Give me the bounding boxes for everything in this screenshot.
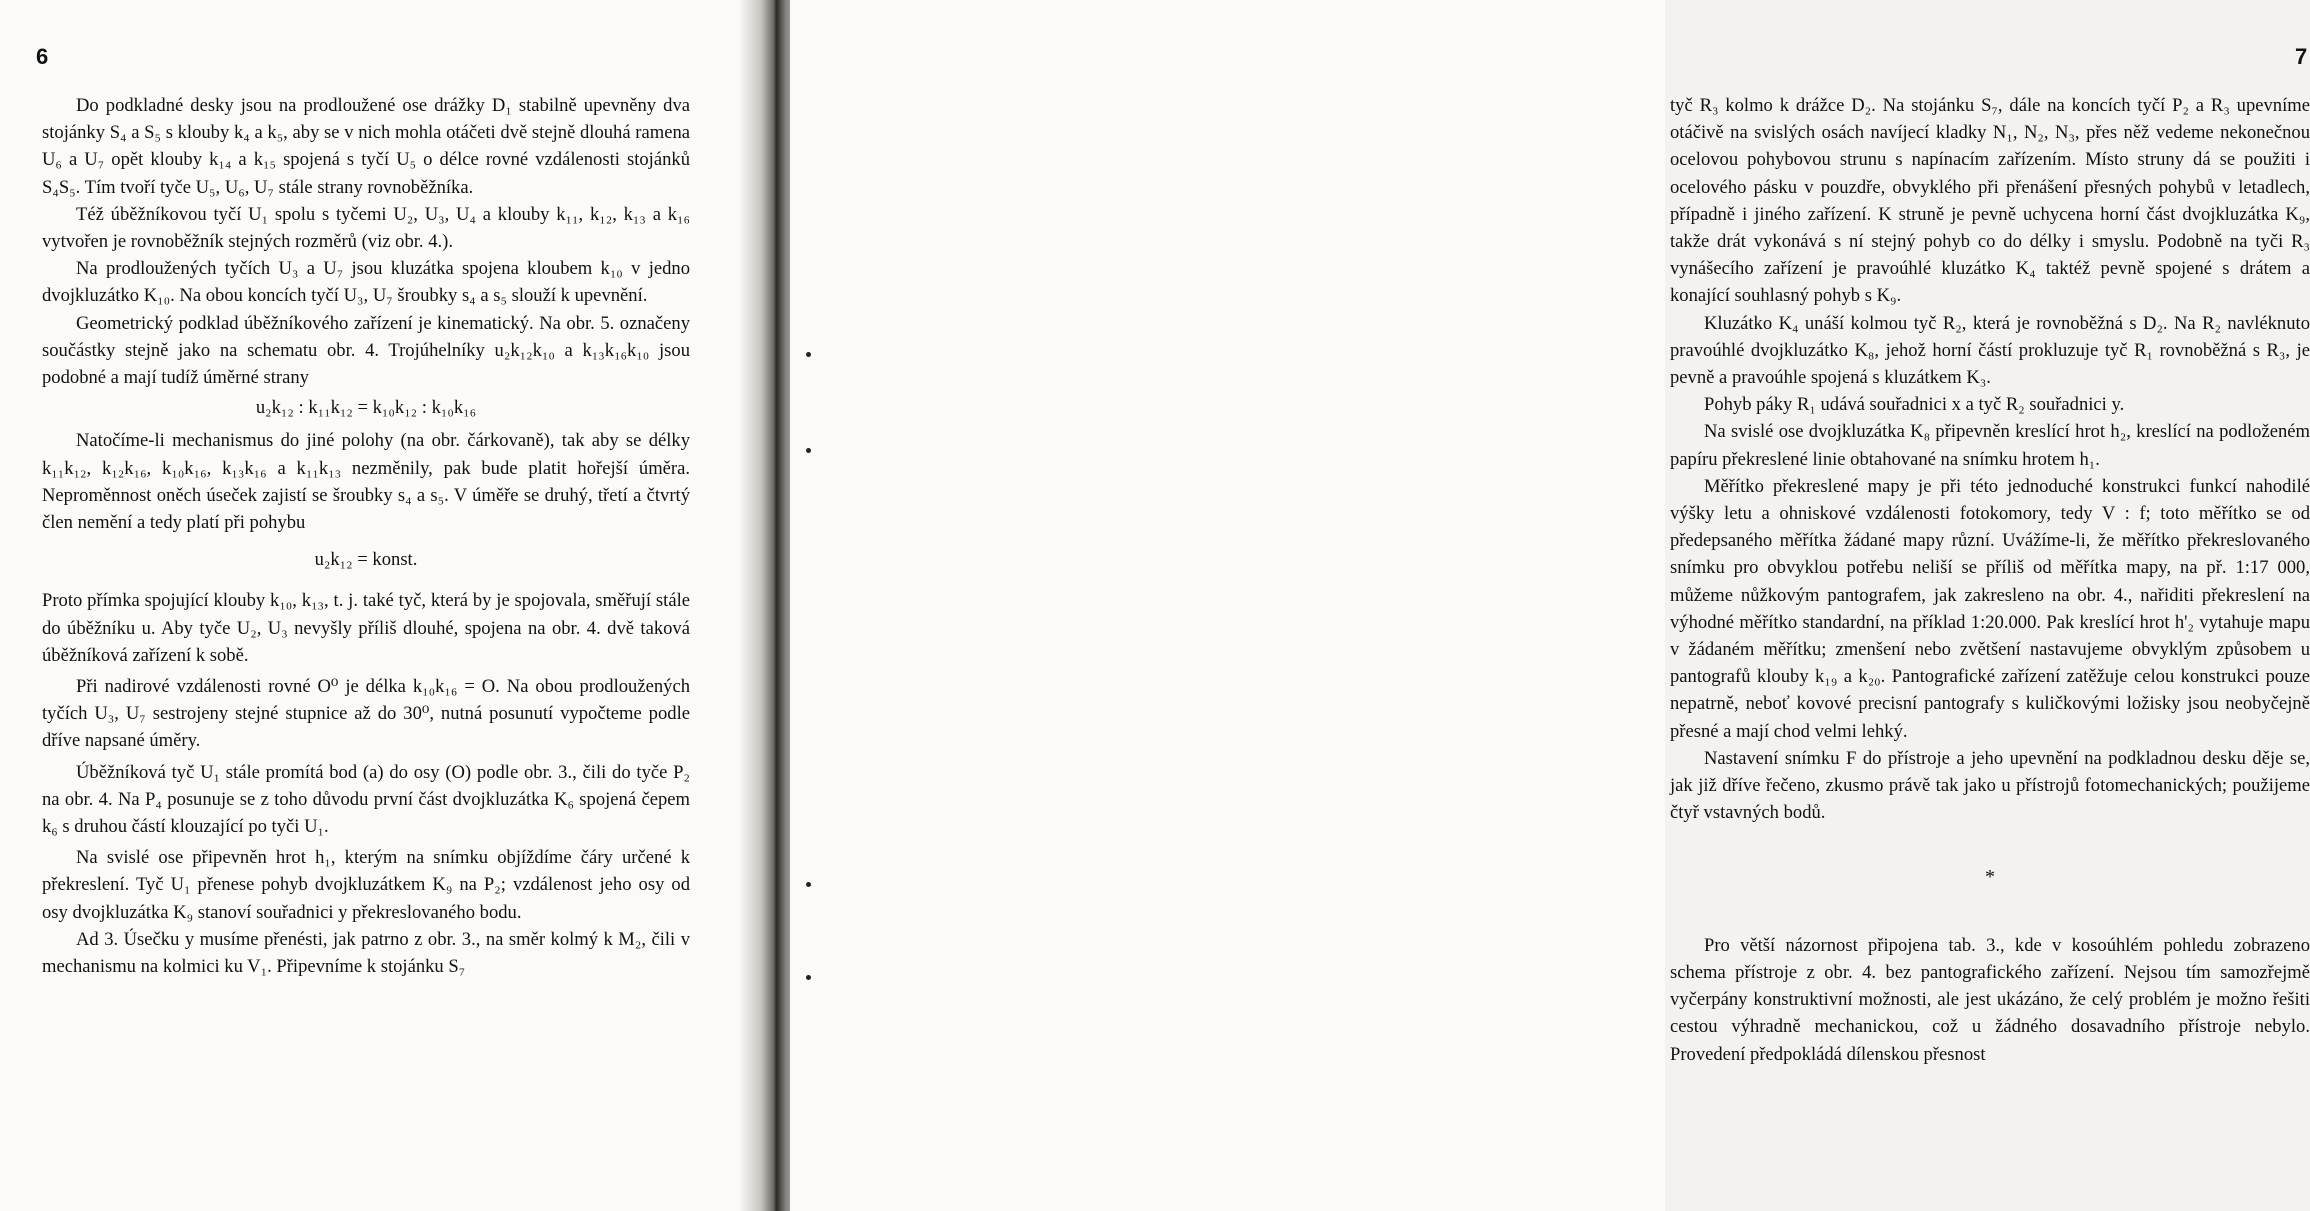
left-text-column	[42, 92, 690, 980]
paragraph: Kluzátko K₄ unáší kolmou tyč R₂, která je rovnoběžná s D₂. Na R₂ navléknuto pravoúhlé dvojkluzátko K₈, jehož horní částí prokluzuje tyč R₁ rovnoběžná s R₃, je pevně a pravoúhle spojená s kluzátkem K₃.	[1670, 312, 2310, 389]
section-separator: *	[1985, 866, 1995, 889]
paragraph: Úběžníková tyč U₁ stále promítá bod (a) do osy (O) podle obr. 3., čili do tyče P₂ na obr. 4. Na P₄ posunuje se z toho důvodu první část dvojkluzátka K₆ spojená čepem k₆ s druhou částí klouzající po tyči U₁.	[42, 761, 690, 838]
binding-hole-mark	[806, 882, 811, 887]
formula-constant: u₂k₁₂ = konst.	[314, 549, 418, 571]
binding-hole-mark	[806, 448, 811, 453]
paragraph: tyč R₃ kolmo k drážce D₂. Na stojánku S₇, dále na koncích tyčí P₂ a R₃ upevníme otáčivě na svislých osách navíjecí kladky N₁, N₂, N₃, přes něž vedeme nekonečnou ocelovou pohybovou strunu s napínacím zařízením. Místo struny dá se použiti i ocelového pásku v pouzdře, obvyklého při přenášení přesných pohybů v letadlech, případně i jiného zařízení. K struně je pevně uchycena horní část dvojkluzátka K₉, takže drát vykonává s ní stejný pohyb co do délky i smyslu. Podobně na tyči R₃ vynášecího zařízení je pravoúhlé kluzátko K₄ taktéž pevně spojené s drátem a konající souhlasný pohyb s K₉.	[1670, 95, 2310, 307]
right-text-column	[1670, 92, 2310, 1068]
paragraph: Na svislé ose dvojkluzátka K₈ připevněn kreslící hrot h₂, kreslící na podloženém papíru překreslené linie obtahované na snímku hrotem h₁.	[1670, 421, 2310, 470]
paragraph: Natočíme-li mechanismus do jiné polohy (na obr. čárkovaně), tak aby se délky k₁₁k₁₂, k₁₂k₁₆, k₁₀k₁₆, k₁₃k₁₆ a k₁₁k₁₃ nezměnily, pak bude platit hořejší úměra. Neproměnnost oněch úseček zajistí se šroubky s₄ a s₅. V úměře se druhý, třetí a čtvrtý člen nemění a tedy platí při pohybu	[42, 430, 690, 534]
paragraph: Též úběžníkovou tyčí U₁ spolu s tyčemi U₂, U₃, U₄ a klouby k₁₁, k₁₂, k₁₃ a k₁₆ vytvořen je rovnoběžník stejných rozměrů (viz obr. 4.).	[42, 203, 690, 253]
formula-proportion: u₂k₁₂ : k₁₁k₁₂ = k₁₀k₁₂ : k₁₀k₁₆	[255, 397, 477, 419]
page-number: 7	[2295, 44, 2308, 69]
binding-hole-mark	[806, 975, 811, 980]
paragraph: Na prodloužených tyčích U₃ a U₇ jsou kluzátka spojena kloubem k₁₀ v jedno dvojkluzátko K₁₀. Na obou koncích tyčí U₃, U₇ šroubky s₄ a s₅ slouží k upevnění.	[42, 258, 690, 307]
paragraph: Na svislé ose připevněn hrot h₁, kterým na snímku objíždíme čáry určené k překreslení. Tyč U₁ přenese pohyb dvojkluzátkem K₉ na P₂; vzdálenost jeho osy od osy dvojkluzátka K₉ stanoví souřadnici y překreslovaného bodu.	[42, 847, 690, 923]
paragraph: Nastavení snímku F do přístroje a jeho upevnění na podkladnou desku děje se, jak již dříve řečeno, zkusmo právě tak jako u přístrojů fotomechanických; použijeme čtyř vstavných bodů.	[1670, 747, 2310, 824]
left-page	[0, 0, 770, 1211]
paragraph: Pro větší názornost připojena tab. 3., kde v kosoúhlém pohledu zobrazeno schema přístroje z obr. 4. bez pantografického zařízení. Nejsou tím samozřejmě vyčerpány konstruktivní možnosti, ale jest ukázáno, že celý problém je možno řešiti cestou výhradně mechanickou, což u žádného dosavadního přístroje nebylo. Provedení předpokládá dílenskou přesnost	[1670, 934, 2310, 1065]
paragraph: Do podkladné desky jsou na prodloužené ose drážky D₁ stabilně upevněny dva stojánky S₄ a S₅ s klouby k₄ a k₅, aby se v nich mohla otáčeti dvě stejně dlouhá ramena U₆ a U₇ opět klouby k₁₄ a k₁₅ spojená s tyčí U₅ o délce rovné vzdálenosti stojánků S₄S₅. Tím tvoří tyče U₅, U₆, U₇ stále strany rovnoběžníka.	[42, 95, 690, 198]
right-page	[790, 0, 2310, 1211]
paragraph: Měřítko překreslené mapy je při této jednoduché konstrukci funkcí nahodilé výšky letu a ohniskové vzdálenosti fotokomory, tedy V : f; toto měřítko se od předepsaného měřítka žádané mapy různí. Uvážíme-li, že měřítko překreslovaného snímku pro obvyklou potřebu neliší se příliš od měřítka mapy, na př. 1:17 000, můžeme nůžkovým pantografem, jak zakresleno na obr. 4., nařiditi překreslení na výhodné měřítko standardní, na příklad 1:20.000. Pak kreslící hrot h'₂ vytahuje mapu v žádaném měřítku; zmenšení nebo zvětšení nastavujeme obvyklým způsobem u pantografů klouby k₁₉ a k₂₀. Pantografické zařízení zatěžuje celou konstrukci pouze nepatrně, neboť kovové precisní pantografy s kuličkovými ložisky jsou neobyčejně přesné a mají chod velmi lehký.	[1670, 475, 2310, 742]
paragraph: Pohyb páky R₁ udává souřadnici x a tyč R₂ souřadnici y.	[1704, 394, 2125, 416]
page-number: 6	[36, 44, 49, 69]
paragraph: Ad 3. Úsečku y musíme přenésti, jak patrno z obr. 3., na směr kolmý k M₂, čili v mechanismu na kolmici ku V₁. Připevníme k stojánku S₇	[42, 928, 690, 978]
paragraph: Proto přímka spojující klouby k₁₀, k₁₃, t. j. také tyč, která by je spojovala, směřují stále do úběžníku u. Aby tyče U₂, U₃ nevyšly příliš dlouhé, spojena na obr. 4. dvě taková úběžníková zařízení k sobě.	[42, 590, 690, 666]
paragraph: Při nadirové vzdálenosti rovné O⁰ je délka k₁₀k₁₆ = O. Na obou prodloužených tyčích U₃, U₇ sestrojeny stejné stupnice až do 30⁰, nutná posunutí vypočteme podle dříve napsané úměry.	[42, 676, 690, 752]
paragraph: Geometrický podklad úběžníkového zařízení je kinematický. Na obr. 5. označeny součástky stejně jako na schematu obr. 4. Trojúhelníky u₂k₁₂k₁₀ a k₁₃k₁₆k₁₀ jsou podobné a mají tudíž úměrné strany	[42, 312, 690, 389]
binding-hole-mark	[806, 352, 811, 357]
